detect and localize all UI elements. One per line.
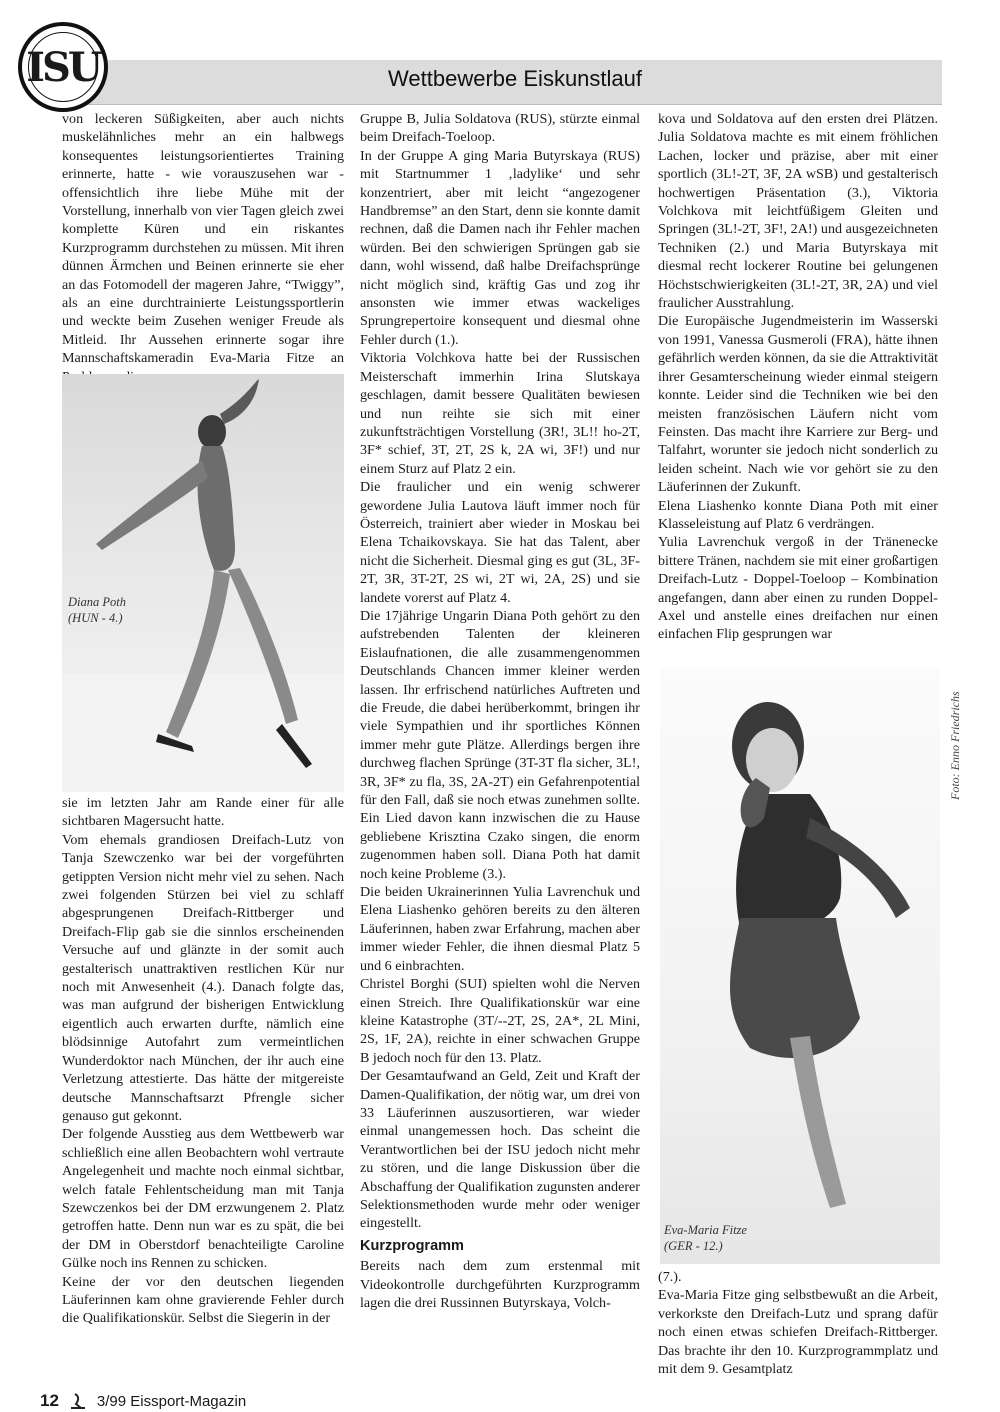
paragraph: Eva-Maria Fitze ging selbstbewußt an die Arbeit, verkorkste den Dreifach-Lutz und sprang dafür noch einen etwas schiefen Dreifach-Rittberger. Das brachte ihr den 10. Kurzprogrammplatz und mit dem 9. Gesamtplatz: [658, 1287, 938, 1378]
paragraph: In der Gruppe A ging Maria Butyrskaya (RUS) mit Startnummer 1 ‚ladylike‘ und sehr konzentriert, aber mit leicht “angezogener Handbremse” an den Start, denn sie konnte damit rechnen, daß die Damen nach ihr Fehler machen würden. Bei den schwierigen Sprüngen gab sie dann, wohl wissend, daß halbe Dreifachsprünge nicht möglich sind, kräftig Gas und zog ihr ansonsten wie immer etwas wackeliges Sprungrepertoire konsequent und diesmal ohne Fehler durch (1.).: [360, 147, 640, 348]
paragraph: (7.).: [658, 1269, 682, 1285]
magazine-issue: 3/99 Eissport-Magazin: [96, 1392, 247, 1410]
column-3-bottom: [658, 1268, 938, 1378]
section-title: Wettbewerbe Eiskunstlauf: [388, 66, 642, 91]
skater-silhouette-1: [62, 374, 344, 792]
photo-credit-text: Foto: Enno Friedrichs: [948, 691, 962, 800]
page-footer: [40, 1390, 246, 1412]
logo-text: ISU: [26, 43, 100, 91]
paragraph: Bereits nach dem zum erstenmal mit Videokontrolle durchgeführten Kurzprogramm lagen die drei Russinnen Butyrskaya, Volch-: [360, 1258, 640, 1311]
caption-name: Eva-Maria Fitze: [664, 1223, 747, 1237]
photo-caption-2: [664, 1222, 747, 1254]
isu-logo: [18, 22, 108, 112]
column-1-bottom: [62, 794, 344, 1328]
paragraph: Die beiden Ukrainerinnen Yulia Lavrenchuk und Elena Liashenko gehören bereits zu den älteren Läuferinnen, haben zwar Erfahrung, machen aber immer wieder Fehler, die ihnen diesmal Platz 5 und 6 einbrachten.: [360, 884, 640, 974]
skater-silhouette-2: [660, 668, 940, 1264]
column-3-top: [658, 110, 938, 644]
paragraph: Vom ehemals grandiosen Dreifach-Lutz von Tanja Szewczenko war bei der vorgeführten getippten Version nicht mehr viel zu sehen. Nach zwei folgenden Stürzen bei viel zu schlaff abgesprungenen Dreifach-Rittberger und Dreifach-Flip gab sie die sinnlos erscheinenden Versuche auf und glänzte in der somit auch gestalterisch unattraktiven restlichen Kür nur noch mit Anwesenheit (4.). Danach folgte das, was man aufgrund der bisherigen Entwicklung eigentlich auch erwarten durfte, nämlich eine blödsinnige Autofahrt zum vermeintlichen Wunderdoktor nach München, der ihr auch eine Verletzung attestierte. Das hätte der mitgereiste deutsche Mannschaftsarzt Pfrengle sicher genauso gut gekonnt.: [62, 831, 344, 1124]
page-number: 12: [40, 1391, 59, 1410]
paragraph: Christel Borghi (SUI) spielten wohl die Nerven einen Streich. Ihre Qualifikationskür war eine kleine Katastrophe (3T/--2T, 2S, 2A*, 2L Mini, 2S, 1F, 2A), reichte in einer schwachen Gruppe B jedoch noch für den 13. Platz.: [360, 976, 640, 1066]
section-banner: [62, 60, 942, 105]
paragraph: Yulia Lavrenchuk vergoß in der Tränenecke bittere Tränen, nachdem sie mit einer großartigen Dreifach-Lutz - Doppel-Toeloop – Kombination angefangen, dann aber einen zu runden Doppel-Axel und anstelle eines dreifachen nur einen einfachen Flip gesprungen war: [658, 534, 938, 643]
paragraph: Elena Liashenko konnte Diana Poth mit einer Klasseleistung auf Platz 6 verdrängen.: [658, 497, 938, 532]
paragraph: kova und Soldatova auf den ersten drei Plätzen. Julia Soldatova machte es mit einem fröhlichen Lachen, locker und präzise, aber mit einer sportlich (3L!-2T, 3F, 2A wSB) und gestalterisch hochwertigen Präsentation (3.), Viktoria Volchkova mit leichtfüßigem Gleiten und Springen (3L!-2T, 3F!, 2A!) und ausgezeichneten Techniken (2.) und Maria Butyrskaya mit diesmal recht lockerer Routine bei gelungenen Höchstschwierigkeiten (3L!-2T, 3R, 2A) und viel fraulicher Ausstrahlung.: [658, 111, 938, 312]
caption-name: Diana Poth: [68, 595, 126, 609]
paragraph: sie im letzten Jahr am Rande einer für alle sichtbaren Magersucht hatte.: [62, 795, 344, 830]
photo-diana-poth: [62, 374, 344, 792]
photo-eva-maria-fitze: [660, 668, 940, 1264]
column-1-top: [62, 110, 344, 386]
paragraph: Die Europäische Jugendmeisterin im Wasserski von 1991, Vanessa Gusmeroli (FRA), hätte ihnen gefährlich werden können, da sie die Attraktivität ihrer Gesamterscheinung wieder einmal steigern konnte. Leider sind die Techniken wie bei den meisten französischen Läufern nicht vom Feinsten. Das macht ihre Karriere zur Berg- und Talfahrt, worunter sie jedoch nicht sonderlich zu leiden scheint. Nach wie vor gehört sie zu den Läuferinnen der Zukunft.: [658, 313, 938, 496]
caption-result: (GER - 12.): [664, 1239, 723, 1253]
caption-result: (HUN - 4.): [68, 611, 123, 625]
paragraph: Die 17jährige Ungarin Diana Poth gehört zu den aufstrebenden Talenten der kleineren Eislaufnationen, die alle zusammengenommen Deutschlands Chancen immer kleiner werden lassen. Ihr erfrischend natürliches Auftreten und die Freude, die dabei herüberkommt, bringen ihr viele Sympathien und ihr sportliches Können immer mehr gute Plätze. Allerdings bergen ihre durchweg flachen Sprünge (3T-3T fla sicher, 3L!, 3R, 3F* zu fla, 3S, 2A-2T) ein Gefahrenpotential für den Fall, daß sie noch etwas zunehmen sollte. Ein Lied davon kann inzwischen die zu Hause gebliebene Krisztina Czako singen, die enorm zugenommen haben soll. Diana Poth hat damit noch keine Probleme (3.).: [360, 607, 640, 882]
skater-logo-icon: [67, 1390, 89, 1412]
paragraph: Der Gesamtaufwand an Geld, Zeit und Kraft der Damen-Qualifikation, der nötig war, um drei von 33 Läuferinnen auszusortieren, war wieder einmal unangemessen hoch. Das scheint die Verantwortlichen bei der ISU jedoch nicht mehr zu stören, und die lange Diskussion über die Abschaffung der Qualifikation zugunsten anderer Selektionsmethoden wurde mehr oder weniger eingestellt.: [360, 1068, 640, 1232]
photo-caption-1: [68, 594, 126, 626]
paragraph: Der folgende Ausstieg aus dem Wettbewerb war schließlich eine allen Beobachtern wohl vertraute Angelegenheit und machte noch einmal sichtbar, welch fatale Fehlentscheidung man mit Tanja Szewczenkos bei der DM erzwungenem 2. Platz getroffen hatte. Denn nun war es zu spät, die bei der DM in Oberstdorf benachteiligte Caroline Gülke noch ins Rennen zu schicken.: [62, 1126, 344, 1272]
column-2: [360, 110, 640, 1312]
paragraph: Keine der vor den deutschen liegenden Läuferinnen kam ohne gravierende Fehler durch die Qualifikationskür. Selbst die Siegerin in der: [62, 1273, 344, 1327]
paragraph: Viktoria Volchkova hatte bei der Russischen Meisterschaft immerhin Irina Slutskaya geschlagen, damit bessere Qualitäten bewiesen und nun reihte sie sich mit einer zukunftsträchtigen Vorstellung (3R!, 3L!! ho-2T, 3F* schief, 3T, 2T, 2S k, 2A wi, 3F!) und nur einem Sturz auf Platz 2 ein.: [360, 350, 640, 477]
section-subheading: Kurzprogramm: [360, 1237, 464, 1254]
paragraph: Gruppe B, Julia Soldatova (RUS), stürzte einmal beim Dreifach-Toeloop.: [360, 111, 640, 146]
paragraph: Die fraulicher und ein wenig schwerer gewordene Julia Lautova läuft immer noch für Österreich, trainiert aber wieder in Moskau bei Elena Tchaikovskaya. Sie hat das Talent, aber nicht die Sicherheit. Diesmal ging es gut (3L, 3F-2T, 3R, 3T-2T, 2S wi, 2T wi, 2A, 2S) und sie landete vorerst auf Platz 4.: [360, 479, 640, 606]
paragraph: von leckeren Süßigkeiten, aber auch nichts muskelähnliches mehr an ein halbwegs konsequentes leistungsorientiertes Training erinnerte, hatte - wie vorauszusehen war - offensichtlich ihre liebe Mühe mit der Vorstellung, innerhalb von vier Tagen gleich zwei komplette Küren und ein riskantes Kurzprogramm durchstehen zu müssen. Mit ihren dünnen Ärmchen und Beinen erinnerte sie eher an das Fotomodell der mageren Jahre, “Twiggy”, als an eine durchtrainierte Leistungssportlerin und weckte beim Zusehen weniger Freude als Mitleid. Ihr Aussehen erinnerte sogar ihre Mannschaftskameradin Eva-Maria Fitze an: [62, 111, 344, 367]
